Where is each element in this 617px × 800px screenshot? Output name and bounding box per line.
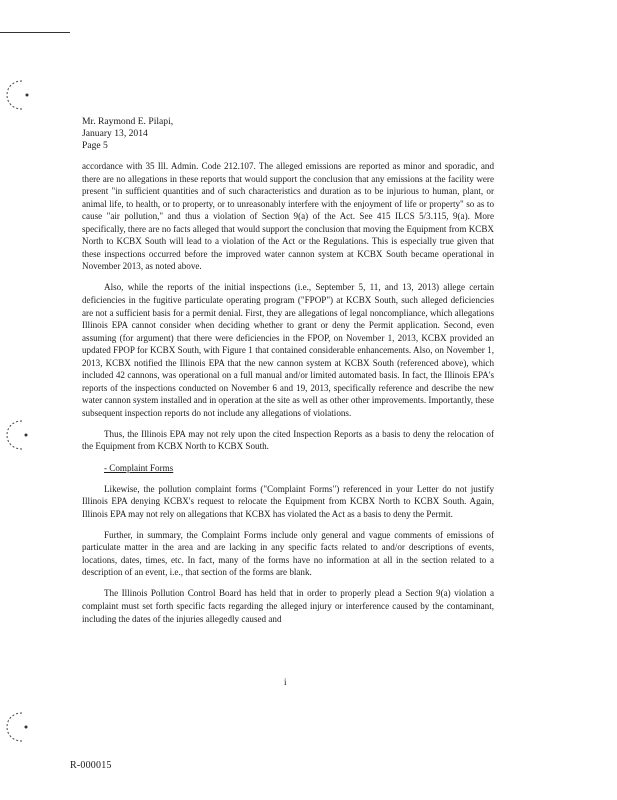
letter-header <box>82 116 173 152</box>
paragraph-6: The Illinois Pollution Control Board has held that in order to properly plead a Section 9(a) violation a complaint must set forth specific facts regarding the alleged injury or interference caused by the contaminant, including the dates of the injuries allegedly caused and <box>82 588 494 624</box>
letter-body <box>82 160 494 634</box>
bates-number: R-000015 <box>70 760 112 771</box>
paragraph-5: Further, in summary, the Complaint Forms include only general and vague comments of emissions of particulate matter in the area and are lacking in any specific facts related to and/or descriptions of events, locations, dates, times, etc. In fact, many of the forms have no information at all in the section related to a description of an event, i.e., that section of the forms are blank. <box>82 529 494 578</box>
scan-edge-line <box>0 32 70 33</box>
footer-mark: i <box>284 677 287 687</box>
hole-punch-top <box>4 78 34 112</box>
hole-punch-bottom <box>4 710 34 744</box>
section-heading <box>82 462 494 475</box>
paragraph-2: Also, while the reports of the initial inspections (i.e., September 5, 11, and 13, 2013) allege certain deficiencies in the fugitive particulate operating program ("FPOP") at KCBX South, such alleged deficiencies are not a sufficient basis for a permit denial. First, they are allegations of legal noncompliance, which allegations Illinois EPA cannot consider when deciding whether to grant or deny the Permit application. Second, even assuming (for argument) that there were deficiencies in the FPOP, on November 1, 2013, KCBX provided an updated FPOP for KCBX South, with Figure 1 that contained considerable enhancements. Also, on November 1, 2013, KCBX notified the Illinois EPA that the new cannon system at KCBX South (referenced above), which included 42 cannons, was operational on a full manual and/or limited automated basis. In fact, the Illinois EPA's reports of the inspections conducted on November 6 and 19, 2013, specifically reference and describe the new water cannon system installed and in operation at the site as well as other other improvements. Importantly, these subsequent inspection reports do not include any allegations of violations. <box>82 282 494 418</box>
paragraph-1: accordance with 35 Ill. Admin. Code 212.107. The alleged emissions are reported as minor and sporadic, and there are no allegations in these reports that would support the conclusion that any emissions at the facility were present "in sufficient quantities and of such characteristics and duration as to be injurious to human, plant, or animal life, to health, or to property, or to unreasonably interfere with the enjoyment of life or property" so as to cause "air pollution," and thus a violation of Section 9(a) of the Act. See 415 ILCS 5/3.115, 9(a). More specifically, there are no facts alleged that would support the conclusion that moving the Equipment from KCBX North to KCBX South will lead to a violation of the Act or the Regulations. This is especially true given that these inspections occurred before the improved water cannon system at KCBX South became operational in November 2013, as noted above. <box>82 161 494 272</box>
addressee: Mr. Raymond E. Pilapi, <box>82 116 174 127</box>
hole-punch-middle <box>4 418 34 452</box>
section-heading-text: - Complaint Forms <box>104 462 174 473</box>
paragraph-4: Likewise, the pollution complaint forms ("Complaint Forms") referenced in your Letter do not justify Illinois EPA denying KCBX's request to relocate the Equipment from KCBX North to KCBX South. Again, Illinois EPA may not rely on allegations that KCBX has violated the Act as a basis to deny the Permit. <box>82 483 494 519</box>
page-number: Page 5 <box>82 140 108 151</box>
letter-date: January 13, 2014 <box>82 128 148 139</box>
paragraph-3: Thus, the Illinois EPA may not rely upon the cited Inspection Reports as a basis to deny the relocation of the Equipment from KCBX North to KCBX South. <box>82 428 494 452</box>
